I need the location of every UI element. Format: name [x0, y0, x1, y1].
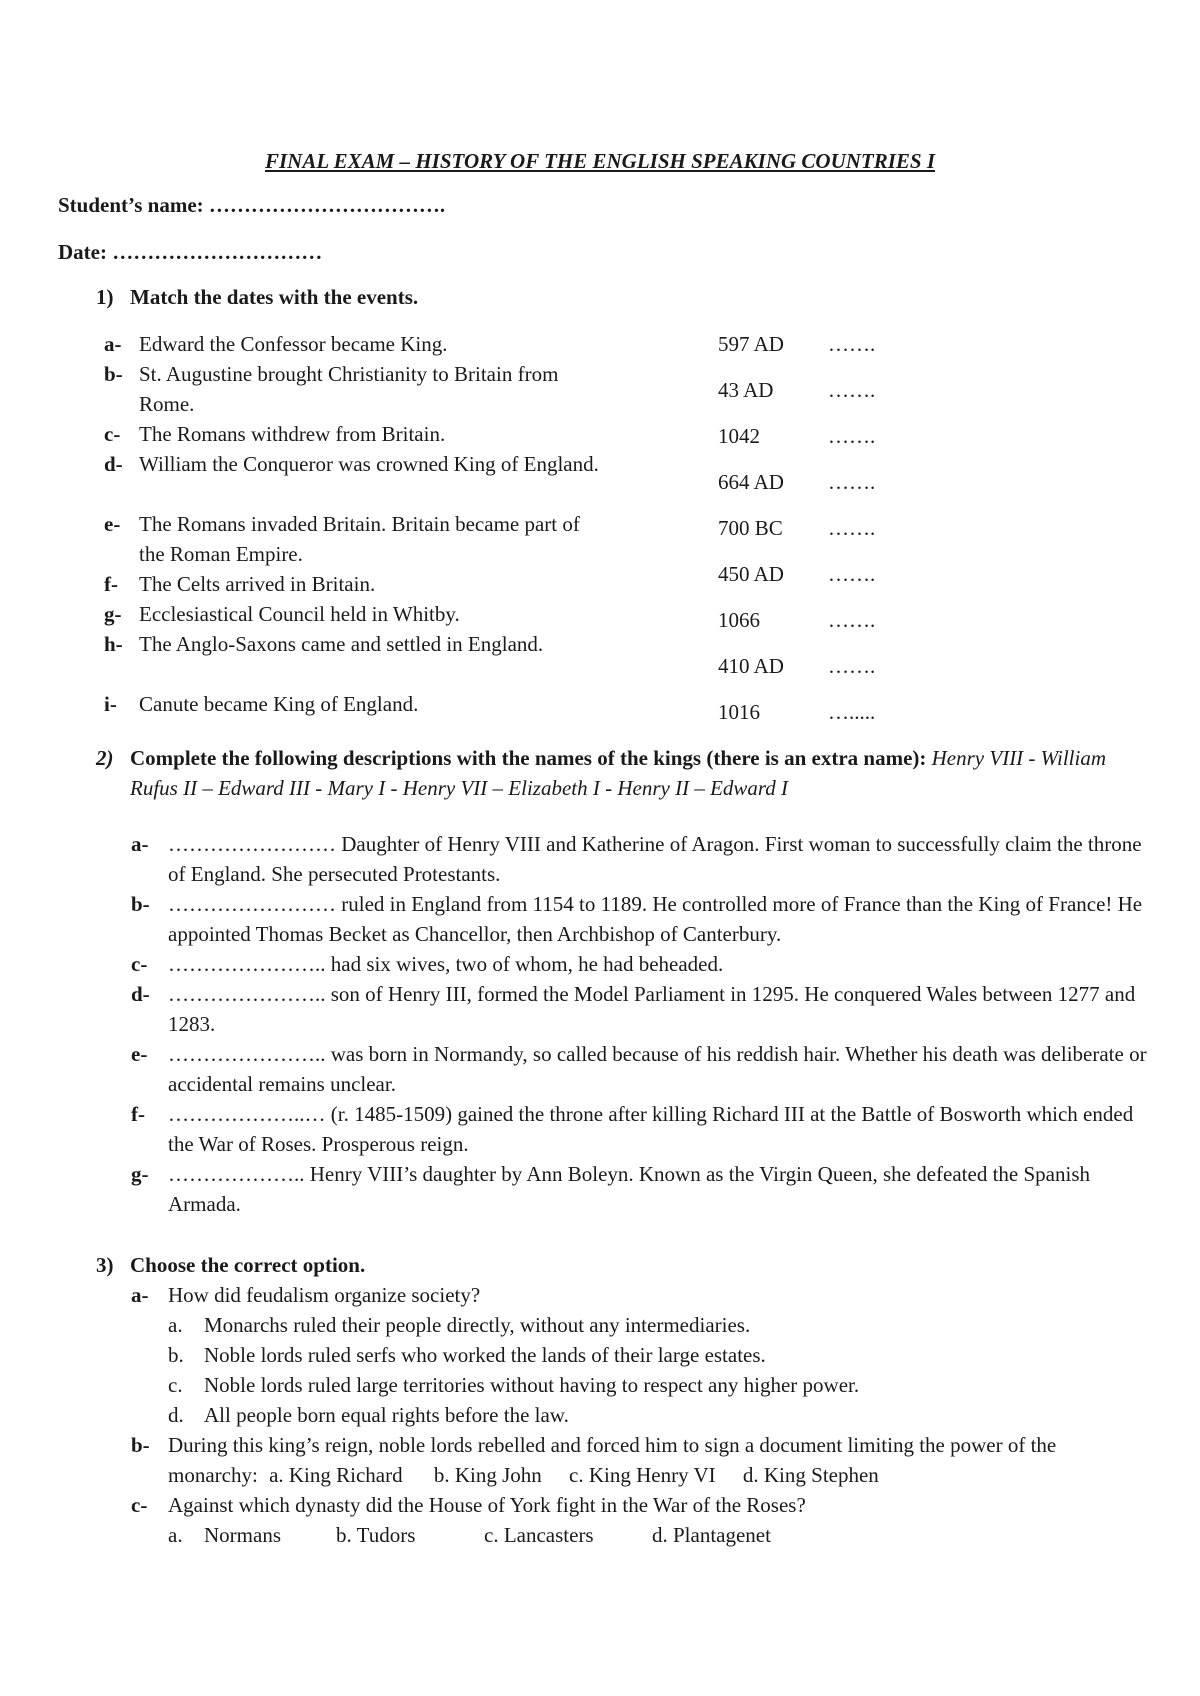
- option-text: All people born equal rights before the law.: [204, 1403, 569, 1427]
- event-text: The Romans invaded Britain. Britain became part of the Roman Empire.: [139, 512, 580, 566]
- item-letter: c-: [131, 952, 148, 976]
- description-item: [131, 949, 1151, 979]
- event-text: St. Augustine brought Christianity to Britain from Rome.: [139, 362, 559, 416]
- choice-question: [131, 1430, 1151, 1490]
- answer-option: Normans: [204, 1523, 281, 1547]
- answer-option: b. King John: [433, 1463, 542, 1487]
- student-name-label: Student’s name:: [58, 193, 204, 217]
- date-option: 597 AD: [718, 332, 784, 356]
- date-option: 1066: [718, 608, 760, 632]
- item-text: ……………….. Henry VIII’s daughter by Ann Boleyn. Known as the Virgin Queen, she defeated the Spanish Armada.: [168, 1162, 1091, 1216]
- item-letter: a-: [131, 1283, 149, 1307]
- event-text: The Romans withdrew from Britain.: [139, 422, 446, 446]
- event-text: The Celts arrived in Britain.: [139, 572, 376, 596]
- answer-blank: ….....: [828, 700, 876, 724]
- description-item: [131, 979, 1151, 1039]
- answer-blank: …….: [828, 470, 876, 494]
- event-text: The Anglo-Saxons came and settled in England.: [139, 632, 544, 656]
- item-letter: e-: [131, 1042, 148, 1066]
- option-text: Monarchs ruled their people directly, without any intermediaries.: [204, 1313, 751, 1337]
- answer-option: a. King Richard: [269, 1463, 403, 1487]
- item-letter: a-: [131, 832, 149, 856]
- answer-blank: …….: [828, 378, 876, 402]
- answer-blank: …….: [828, 562, 876, 586]
- description-item: [131, 1159, 1151, 1219]
- event-letter: f-: [104, 572, 118, 596]
- event-letter: b-: [104, 362, 123, 386]
- item-text: ………………..… (r. 1485-1509) gained the throne after killing Richard III at the Battle of Bosworth which ended the War of Roses. Prosperous reign.: [168, 1102, 1134, 1156]
- option-letter: a.: [168, 1523, 183, 1547]
- item-text: ………………….. was born in Normandy, so called because of his reddish hair. Whether his death was deliberate or accidental remains unclear.: [168, 1042, 1147, 1096]
- answer-option: [168, 1340, 1148, 1370]
- question-text: Against which dynasty did the House of York fight in the War of the Roses?: [168, 1493, 806, 1517]
- exam-title: FINAL EXAM – HISTORY OF THE ENGLISH SPEAKING COUNTRIES I: [264, 149, 936, 173]
- answer-option: b. Tudors: [336, 1523, 416, 1547]
- event-text: William the Conqueror was crowned King of England.: [139, 452, 599, 476]
- description-item: [131, 889, 1151, 949]
- question-number: 3): [96, 1253, 114, 1277]
- student-name-field: [58, 190, 445, 220]
- answer-option: [168, 1370, 1148, 1400]
- event-text: Edward the Confessor became King.: [139, 332, 448, 356]
- description-item: [131, 1099, 1151, 1159]
- event-text: Canute became King of England.: [139, 692, 419, 716]
- item-letter: b-: [131, 1433, 150, 1457]
- question-3-heading: [96, 1250, 365, 1280]
- question-2-heading: [96, 743, 1146, 803]
- item-text: ………………….. had six wives, two of whom, he had beheaded.: [168, 952, 724, 976]
- event-letter: i-: [104, 692, 117, 716]
- answer-option: d. Plantagenet: [652, 1523, 771, 1547]
- answer-blank: …….: [828, 608, 876, 632]
- question-1-heading: [96, 282, 418, 312]
- item-letter: b-: [131, 892, 150, 916]
- event-letter: g-: [104, 602, 122, 626]
- option-letter: a.: [168, 1313, 183, 1337]
- choice-question: [131, 1280, 1151, 1310]
- date-option: 700 BC: [718, 516, 783, 540]
- answer-blank: …….: [828, 654, 876, 678]
- answer-blank: …….: [828, 516, 876, 540]
- event-letter: a-: [104, 332, 122, 356]
- item-letter: d-: [131, 982, 150, 1006]
- question-text: Match the dates with the events.: [130, 285, 419, 309]
- answer-blank: …….: [828, 332, 876, 356]
- answer-options-row: [168, 1520, 1148, 1550]
- date-option: 664 AD: [718, 470, 784, 494]
- item-letter: f-: [131, 1102, 145, 1126]
- question-text: Complete the following descriptions with the names of the kings (there is an extra name):: [130, 746, 927, 770]
- date-option: 43 AD: [718, 378, 774, 402]
- student-name-blank: …………………………….: [208, 193, 446, 217]
- event-text: Ecclesiastical Council held in Whitby.: [139, 602, 460, 626]
- answer-option: c. King Henry VI: [569, 1463, 716, 1487]
- date-option: 1016: [718, 700, 760, 724]
- event-letter: d-: [104, 452, 123, 476]
- event-letter: h-: [104, 632, 123, 656]
- option-letter: b.: [168, 1343, 184, 1367]
- date-option: 1042: [718, 424, 760, 448]
- item-letter: g-: [131, 1162, 149, 1186]
- choice-question: [131, 1490, 1151, 1520]
- option-letter: d.: [168, 1403, 184, 1427]
- option-text: Noble lords ruled serfs who worked the lands of their large estates.: [204, 1343, 766, 1367]
- item-text: ………………….. son of Henry III, formed the Model Parliament in 1295. He conquered Wales between 1277 and 1283.: [168, 982, 1136, 1036]
- question-number: 2): [96, 746, 114, 770]
- description-item: [131, 1039, 1151, 1099]
- date-field: [58, 237, 322, 267]
- kings-name-bank: Henry VIII - William Rufus II – Edward III - Mary I - Henry VII – Elizabeth I - Henry II – Edward I: [130, 746, 1107, 800]
- date-option: 410 AD: [718, 654, 784, 678]
- date-option: 450 AD: [718, 562, 784, 586]
- date-label: Date:: [58, 240, 107, 264]
- date-blank: …………………………: [112, 240, 323, 264]
- item-text: …………………… Daughter of Henry VIII and Katherine of Aragon. First woman to successfully claim the throne of England. She persecuted Protestants.: [168, 832, 1142, 886]
- question-text: During this king’s reign, noble lords rebelled and forced him to sign a document limiting the power of the monarchy:: [168, 1433, 1057, 1487]
- answer-option: c. Lancasters: [484, 1523, 594, 1547]
- question-number: 1): [96, 285, 114, 309]
- item-text: …………………… ruled in England from 1154 to 1189. He controlled more of France than the King of France! He appointed Thomas Becket as Chancellor, then Archbishop of Canterbury.: [168, 892, 1143, 946]
- question-text: Choose the correct option.: [130, 1253, 366, 1277]
- question-text: How did feudalism organize society?: [168, 1283, 481, 1307]
- answer-blank: …….: [828, 424, 876, 448]
- answer-option: d. King Stephen: [742, 1463, 879, 1487]
- item-letter: c-: [131, 1493, 148, 1517]
- description-item: [131, 829, 1151, 889]
- option-letter: c.: [168, 1373, 183, 1397]
- event-letter: e-: [104, 512, 121, 536]
- event-letter: c-: [104, 422, 121, 446]
- option-text: Noble lords ruled large territories without having to respect any higher power.: [204, 1373, 860, 1397]
- answer-option: [168, 1400, 1148, 1430]
- answer-option: [168, 1310, 1148, 1340]
